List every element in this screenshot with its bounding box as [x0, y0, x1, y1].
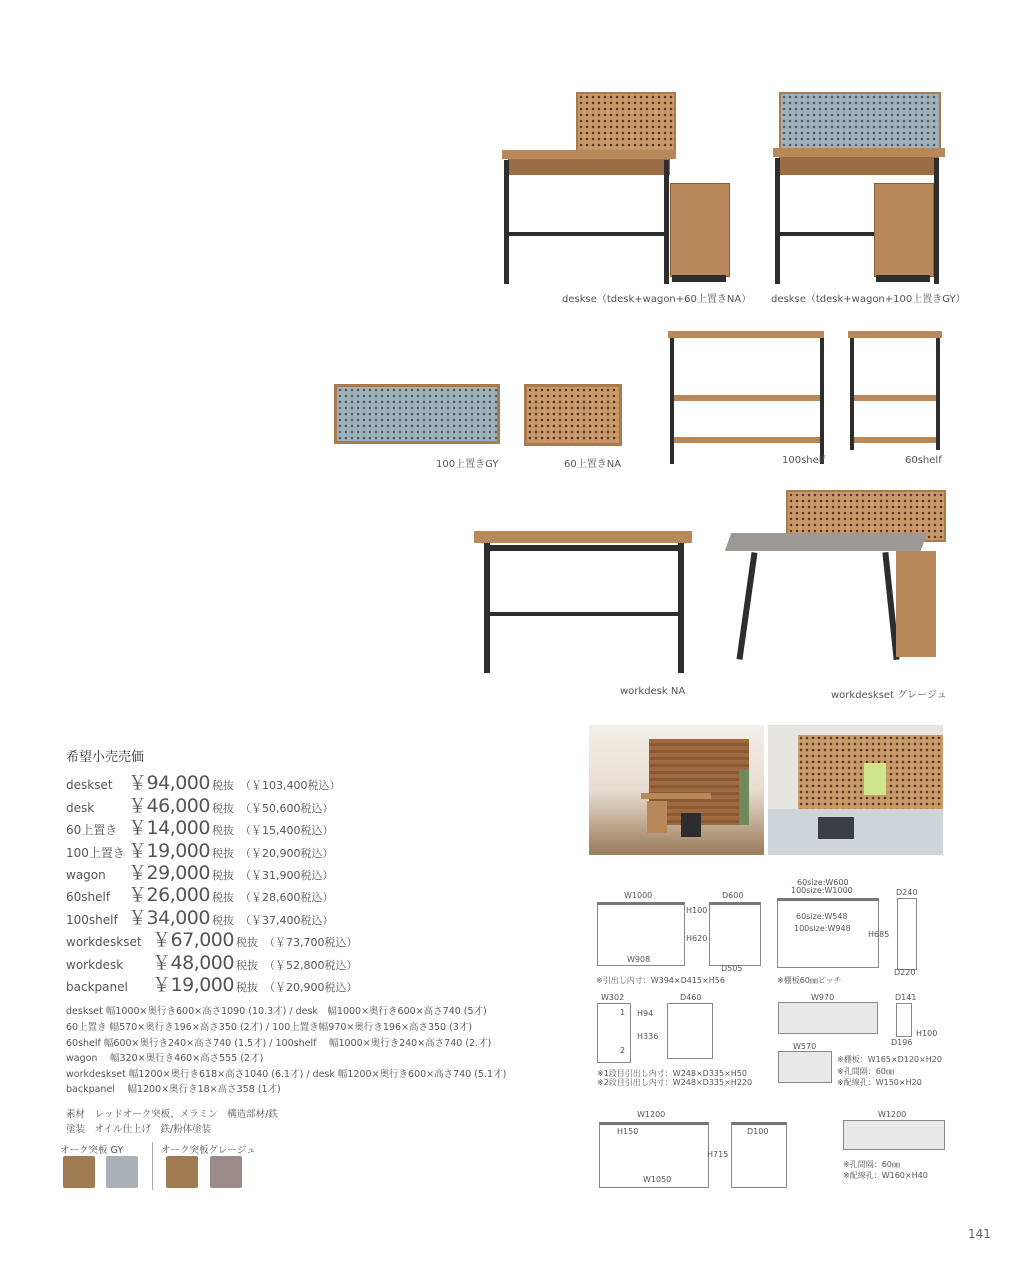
spec-line: 60shelf 幅600×奥行き240×高さ740 (1.5才) / 100shelf 幅1000×奥行き240×高さ740 (2.才) [66, 1038, 492, 1049]
dim-desk-h620: H620 [686, 934, 708, 943]
caption-deskset-gy: deskse（tdesk+wagon+100上置きGY） [771, 294, 966, 305]
caption-workdesk-na: workdesk NA [620, 686, 686, 697]
dim-desk-h100: H100 [686, 906, 708, 915]
backpanel-drawing [843, 1120, 945, 1150]
price-incl: （￥37,400税込） [239, 914, 334, 927]
finish-label-gy: オーク突板 GY [60, 1145, 124, 1156]
price-value: ￥67,000 [152, 929, 234, 951]
price-tax: 税抜 [211, 891, 234, 904]
spec-line: 60上置き 幅570×奥行き196×高さ350 (2才) / 100上置き幅970×奥行き196×高さ350 (3才) [66, 1022, 473, 1033]
price-name: desk [66, 801, 95, 815]
dim-workdesk-d100: D100 [747, 1127, 769, 1136]
price-tax: 税抜 [211, 779, 234, 792]
price-tax: 税抜 [211, 869, 234, 882]
dim-hutch-inner1: 60size:W548 [796, 912, 848, 921]
dim-wagon-h336: H336 [637, 1032, 659, 1041]
note-backpanel-2: ※配線孔：W160×H40 [843, 1171, 928, 1180]
price-incl: （￥50,600税込） [239, 802, 334, 815]
dim-hutch-d240: D240 [896, 888, 918, 897]
room-photo [589, 725, 764, 855]
price-tax: 税抜 [211, 847, 234, 860]
price-value: ￥19,000 [152, 974, 234, 996]
dim-workdesk-w1050: W1050 [643, 1175, 672, 1184]
price-tax: 税抜 [235, 936, 258, 949]
price-incl: （￥15,400税込） [239, 824, 334, 837]
note-wagon-2: ※2段目引出し内寸：W248×D335×H220 [597, 1078, 753, 1087]
note-wagon-1: ※1段目引出し内寸：W248×D335×H50 [597, 1069, 748, 1078]
price-value: ￥26,000 [128, 884, 210, 906]
price-name: deskset [66, 778, 113, 792]
dim-wagon-d: D460 [680, 993, 702, 1002]
spec-line: backpanel 幅1200×奥行き18×高さ358 (1才) [66, 1084, 281, 1095]
price-incl: （￥20,900税込） [239, 847, 334, 860]
note-backpanel-1: ※孔間隔：60㎜ [843, 1160, 900, 1169]
finish-divider [152, 1142, 153, 1190]
price-title: 希望小売売価 [66, 750, 145, 765]
dim-workdesk-w: W1200 [637, 1110, 666, 1119]
note-hutch: ※棚板60㎜ピッチ [777, 976, 842, 985]
dim-wagon-h94: H94 [637, 1009, 654, 1018]
material-line: 素材 レッドオーク突板、メラミン 構造部材/鉄 [66, 1109, 278, 1120]
dim-panel-w970: W970 [811, 993, 835, 1002]
spec-line: workdeskset 幅1200×奥行き618×高さ1040 (6.1才) / desk 幅1200×奥行き600×高さ740 (5.1才) [66, 1069, 507, 1080]
price-tax: 税抜 [211, 824, 234, 837]
note-desk: ※引出し内寸：W394×D415×H56 [596, 976, 725, 985]
price-incl: （￥31,900税込） [239, 869, 334, 882]
price-incl: （￥20,900税込） [263, 981, 358, 994]
caption-shelf60: 60shelf [905, 455, 942, 466]
price-name: workdesk [66, 958, 124, 972]
price-name: 60shelf [66, 890, 111, 904]
caption-deskset-na: deskse（tdesk+wagon+60上置きNA） [562, 294, 752, 305]
dim-hutch-d220: D220 [894, 968, 916, 977]
caption-shelf100: 100shelf [782, 455, 826, 466]
spec-line: wagon 幅320×奥行き460×高さ555 (2才) [66, 1053, 264, 1064]
price-value: ￥94,000 [128, 772, 210, 794]
dim-hutch-inner2: 100size:W948 [794, 924, 851, 933]
price-incl: （￥103,400税込） [239, 779, 341, 792]
dim-hutch-h: H685 [868, 930, 890, 939]
price-incl: （￥52,800税込） [263, 959, 358, 972]
price-tax: 税抜 [211, 914, 234, 927]
price-value: ￥14,000 [128, 817, 210, 839]
page-number: 141 [968, 1227, 991, 1241]
dim-panel-h100: H100 [916, 1029, 938, 1038]
price-name: 100上置き [66, 846, 125, 860]
note-panel-3: ※配線孔：W150×H20 [837, 1078, 922, 1087]
dim-panel-w570: W570 [793, 1042, 817, 1051]
price-tax: 税抜 [235, 959, 258, 972]
price-incl: （￥28,600税込） [239, 891, 334, 904]
note-panel-1: ※棚板：W165×D120×H20 [837, 1055, 942, 1064]
caption-workdeskset-greige: workdeskset グレージュ [831, 690, 947, 701]
price-row [66, 970, 357, 997]
dim-desk-d: D600 [722, 891, 744, 900]
detail-photo [768, 725, 943, 855]
dim-wagon-n2: 2 [620, 1046, 626, 1055]
coating-line: 塗装 オイル仕上げ 鉄/粉体塗装 [66, 1124, 212, 1135]
dim-panel-d141: D141 [895, 993, 917, 1002]
price-name: workdeskset [66, 935, 142, 949]
swatch-oak [63, 1156, 95, 1188]
dim-wagon-w: W302 [601, 993, 625, 1002]
dim-workdesk-h715: H715 [707, 1150, 729, 1159]
price-name: backpanel [66, 980, 128, 994]
dim-workdesk-h150: H150 [617, 1127, 639, 1136]
price-name: 100shelf [66, 913, 118, 927]
dim-desk-d505: D505 [721, 964, 743, 973]
price-value: ￥19,000 [128, 840, 210, 862]
price-incl: （￥73,700税込） [263, 936, 358, 949]
dim-hutch-top1: 60size:W600 [797, 878, 849, 887]
dim-wagon-n1: 1 [620, 1008, 626, 1017]
swatch-oak [166, 1156, 198, 1188]
price-tax: 税抜 [211, 802, 234, 815]
price-value: ￥48,000 [152, 952, 234, 974]
dim-panel-d196: D196 [891, 1038, 913, 1047]
dim-backpanel-w: W1200 [878, 1110, 907, 1119]
caption-top100-gy: 100上置きGY [436, 459, 499, 470]
dim-hutch-top2: 100size:W1000 [791, 886, 853, 895]
price-value: ￥34,000 [128, 907, 210, 929]
price-value: ￥46,000 [128, 795, 210, 817]
price-tax: 税抜 [235, 981, 258, 994]
dim-desk-w908: W908 [627, 955, 651, 964]
price-name: 60上置き [66, 823, 118, 837]
swatch-gray [106, 1156, 138, 1188]
price-name: wagon [66, 868, 106, 882]
spec-line: deskset 幅1000×奥行き600×高さ1090 (10.3才) / desk 幅1000×奥行き600×高さ740 (5才) [66, 1006, 487, 1017]
caption-top60-na: 60上置きNA [564, 459, 622, 470]
note-panel-2: ※孔間隔：60㎜ [837, 1067, 894, 1076]
price-value: ￥29,000 [128, 862, 210, 884]
finish-label-greige: オーク突板グレージュ [161, 1145, 256, 1156]
dim-desk-w: W1000 [624, 891, 653, 900]
swatch-greige [210, 1156, 242, 1188]
